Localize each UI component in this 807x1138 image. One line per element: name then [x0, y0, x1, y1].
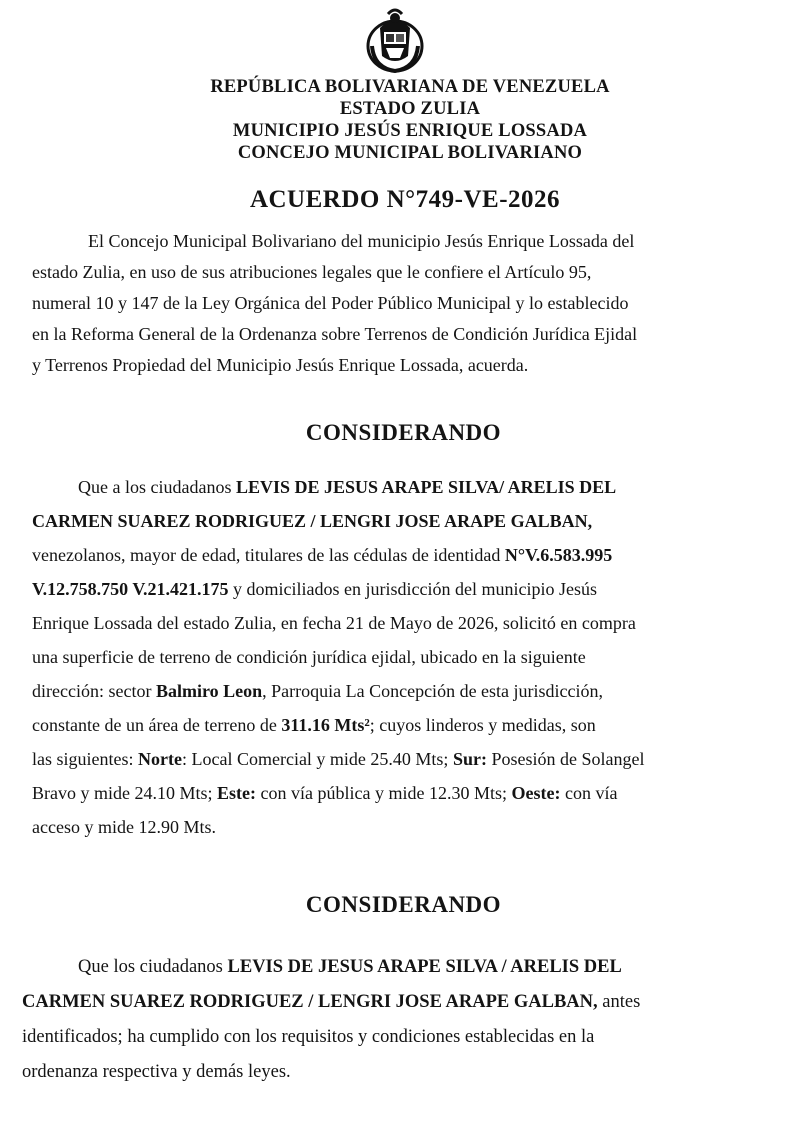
paragraph-line: las siguientes: Norte: Local Comercial y mide 25.40 Mts; Sur: Posesión de Solangel — [32, 749, 645, 769]
considerando-heading: CONSIDERANDO — [305, 892, 502, 917]
intro-line: y Terrenos Propiedad del Municipio Jesús Enrique Lossada, acuerda. — [32, 355, 529, 375]
paragraph-line: venezolanos, mayor de edad, titulares de las cédulas de identidad N°V.6.583.995 — [32, 545, 613, 565]
paragraph-line: V.12.758.750 V.21.421.175 y domiciliados en jurisdicción del municipio Jesús — [32, 579, 597, 599]
paragraph-line: CARMEN SUAREZ RODRIGUEZ / LENGRI JOSE ARAPE GALBAN, antes — [22, 992, 641, 1012]
id-numbers: V.12.758.750 V.21.421.175 — [32, 579, 229, 599]
paragraph-line: Bravo y mide 24.10 Mts; Este: con vía pública y mide 12.30 Mts; Oeste: con vía — [32, 783, 618, 803]
paragraph-line: identificados; ha cumplido con los requisitos y condiciones establecidas en la — [22, 1027, 595, 1047]
intro-line: estado Zulia, en uso de sus atribuciones legales que le confiere el Artículo 95, — [32, 262, 592, 282]
paragraph-line: dirección: sector Balmiro Leon, Parroquia La Concepción de esta jurisdicción, — [32, 681, 604, 701]
citizen-names: LEVIS DE JESUS ARAPE SILVA / ARELIS DEL — [227, 957, 622, 977]
paragraph-line: acceso y mide 12.90 Mts. — [32, 817, 216, 837]
paragraph-line: Que a los ciudadanos LEVIS DE JESUS ARAPE SILVA/ ARELIS DEL — [78, 477, 617, 497]
paragraph-line: constante de un área de terreno de 311.16 Mts²; cuyos linderos y medidas, son — [32, 715, 596, 735]
header-state: ESTADO ZULIA — [339, 99, 481, 119]
paragraph-line: Enrique Lossada del estado Zulia, en fecha 21 de Mayo de 2026, solicitó en compra — [32, 613, 636, 633]
intro-line: numeral 10 y 147 de la Ley Orgánica del Poder Público Municipal y lo establecido — [32, 293, 629, 313]
paragraph-line: una superficie de terreno de condición jurídica ejidal, ubicado en la siguiente — [32, 647, 586, 667]
header-council: CONCEJO MUNICIPAL BOLIVARIANO — [237, 143, 583, 163]
considerando-heading: CONSIDERANDO — [305, 420, 502, 445]
header-republic: REPÚBLICA BOLIVARIANA DE VENEZUELA — [210, 77, 610, 97]
citizen-names: CARMEN SUAREZ RODRIGUEZ / LENGRI JOSE ARAPE GALBAN, — [22, 992, 598, 1012]
considerando-paragraph-1 — [32, 470, 770, 844]
intro-paragraph — [32, 226, 762, 381]
south-label: Sur: — [452, 749, 487, 769]
considerando-paragraph-2 — [22, 950, 782, 1090]
citizen-names: LEVIS DE JESUS ARAPE SILVA/ ARELIS DEL — [235, 477, 617, 497]
intro-line: en la Reforma General de la Ordenanza sobre Terrenos de Condición Jurídica Ejidal — [32, 324, 638, 344]
sector-name: Balmiro Leon — [155, 681, 263, 701]
north-label: Norte — [138, 749, 182, 769]
coat-of-arms-icon — [362, 6, 428, 74]
paragraph-line: ordenanza respectiva y demás leyes. — [22, 1062, 291, 1082]
citizen-names: CARMEN SUAREZ RODRIGUEZ / LENGRI JOSE ARAPE GALBAN, — [32, 511, 593, 531]
document-header — [140, 76, 680, 164]
paragraph-line — [32, 504, 770, 538]
header-municipality: MUNICIPIO JESÚS ENRIQUE LOSSADA — [232, 121, 588, 141]
land-area: 311.16 Mts² — [281, 715, 370, 735]
paragraph-line: Que los ciudadanos LEVIS DE JESUS ARAPE SILVA / ARELIS DEL — [78, 957, 622, 977]
document-title: ACUERDO N°749-VE-2026 — [249, 186, 561, 213]
id-number: N°V.6.583.995 — [504, 545, 613, 565]
east-label: Este: — [217, 783, 256, 803]
west-label: Oeste: — [511, 783, 561, 803]
intro-line: El Concejo Municipal Bolivariano del municipio Jesús Enrique Lossada del — [88, 231, 635, 251]
